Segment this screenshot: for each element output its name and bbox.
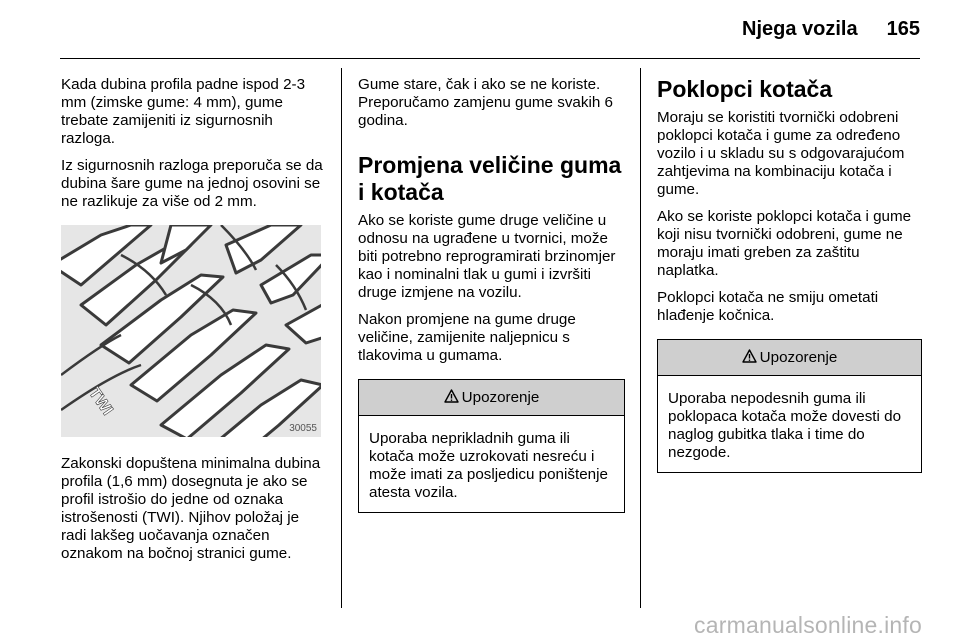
warning-title: Upozorenje xyxy=(759,349,838,366)
axle-difference-paragraph: Iz sigurnosnih razloga preporuča se da dubina šare gume na jednoj osovini se ne razlikuje za više od 2 mm. xyxy=(61,157,323,210)
tire-tread-drawing xyxy=(61,225,321,437)
warning-triangle-icon xyxy=(444,389,459,407)
tread-depth-paragraph: Kada dubina profila padne ispod 2-3 mm (zimske gume: 4 mm), gume trebate zamijeniti iz sigurnosnih razloga. xyxy=(61,76,306,147)
column-divider xyxy=(341,68,342,608)
warning-box xyxy=(358,379,625,513)
tire-tread-illustration xyxy=(61,225,321,437)
warning-body xyxy=(658,376,921,472)
column-2 xyxy=(358,76,625,513)
figure-code: 30055 xyxy=(289,423,317,434)
column-1 xyxy=(61,76,326,572)
size-change-paragraph: Ako se koriste gume druge veličine u odnosu na ugrađene u tvornici, može biti potrebno reprogramirati brzinomjer kao i nominalni tlak u gumi i izvršiti druge izmjene na vozilu. xyxy=(358,212,616,301)
warning-header xyxy=(658,340,921,376)
section-heading-wheel-covers: Poklopci kotača xyxy=(657,76,833,102)
column-3 xyxy=(657,76,922,473)
section-heading-size-change: Promjena veličine guma i kotača xyxy=(358,152,622,205)
warning-text: Uporaba neprikladnih guma ili kotača može uzrokovati nesreću i može imati za posljedicu poništenje atesta vozila. xyxy=(369,430,608,501)
warning-box xyxy=(657,339,922,473)
watermark: carmanualsonline.info xyxy=(694,612,922,638)
brake-cooling-paragraph: Poklopci kotača ne smiju ometati hlađenje kočnica. xyxy=(657,289,879,324)
page-header-title: Njega vozila xyxy=(742,18,858,40)
wheel-cover-rim-paragraph: Ako se koriste poklopci kotača i gume koji nisu tvornički odobreni, gume ne moraju imati greben za zaštitu naplatka. xyxy=(657,208,912,279)
header-rule xyxy=(60,58,920,59)
page-number: 165 xyxy=(886,18,920,40)
tire-age-paragraph: Gume stare, čak i ako se ne koriste. Preporučamo zamjenu gume svakih 6 godina. xyxy=(358,76,613,129)
warning-header xyxy=(359,380,624,416)
warning-triangle-icon xyxy=(742,349,757,367)
column-divider xyxy=(640,68,641,608)
twi-label: TWI xyxy=(85,384,116,419)
minimum-depth-paragraph: Zakonski dopuštena minimalna dubina profila (1,6 mm) dosegnuta je ako se profil istrošio do jedne od oznaka istrošenosti (TWI). Njihov položaj je radi lakšeg uočavanja označen oznakom na bočnoj stranici gume. xyxy=(61,455,321,562)
warning-text: Uporaba nepodesnih guma ili poklopaca kotača može dovesti do naglog gubitka tlaka i time do nezgode. xyxy=(668,390,902,461)
warning-body xyxy=(359,416,624,512)
warning-title: Upozorenje xyxy=(461,389,540,406)
pressure-label-paragraph: Nakon promjene na gume druge veličine, zamijenite naljepnicu s tlakovima u gumama. xyxy=(358,311,576,364)
wheel-cover-approval-paragraph: Moraju se koristiti tvornički odobreni poklopci kotača i gume za određeno vozilo i u skladu su s odgovarajućom zahtjevima na kombinaciju kotača i gume. xyxy=(657,109,905,198)
